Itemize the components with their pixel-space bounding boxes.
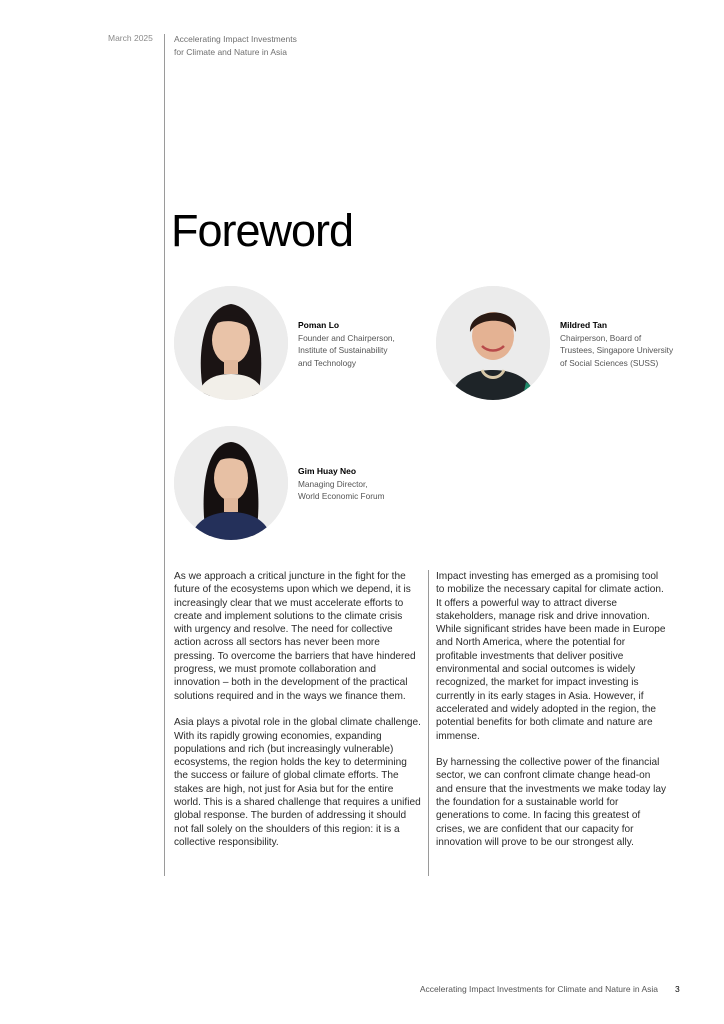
divider-vertical-left: [164, 34, 165, 876]
body-paragraph: By harnessing the collective power of the financial sector, we can confront climate change head-on and ensure that the investments we make today lay the foundation for a sustainable world for generations to come. In facing this greatest of crises, we are confident that our capacity for innovation will prove to be our strongest ally.: [436, 757, 667, 848]
header-title: [174, 33, 374, 58]
avatar-gim-huay-neo: [174, 426, 288, 540]
person-name-poman-lo: Poman Lo: [298, 320, 340, 330]
person-name-gim-huay-neo: Gim Huay Neo: [298, 466, 357, 476]
role-line: of Social Sciences (SUSS): [560, 357, 659, 368]
header-title-line-1: Accelerating Impact Investments: [174, 34, 297, 44]
person-role-poman-lo: [298, 332, 395, 369]
page-title: Foreword: [171, 205, 354, 256]
role-line: Managing Director,: [298, 479, 368, 489]
person-role-gim-huay-neo: [298, 478, 385, 503]
role-line: Institute of Sustainability: [298, 345, 388, 356]
footer-title: Accelerating Impact Investments for Climate and Nature in Asia: [419, 984, 658, 994]
avatar-poman-lo: [174, 286, 288, 400]
body-paragraph: Impact investing has emerged as a promising tool to mobilize the necessary capital for climate action. It offers a powerful way to attract diverse stakeholders, manage risk and drive innovation. While significant strides have been made in Europe and North America, where the potential for profitable investments that deliver positive environmental and social outcomes is widely recognized, the market for impact investing is currently in its early stages in Asia. However, if accelerated and widely adopted in the region, the potential benefits for both climate and nature are immense.: [436, 571, 666, 742]
body-paragraph: Asia plays a pivotal role in the global climate challenge. With its rapidly growing economies, expanding populations and rich (but increasingly vulnerable) ecosystems, the region holds the key to determining the success or failure of global climate efforts. The stakes are high, not just for Asia but for the entire world. This is a shared challenge that requires a unified global response. The burden of addressing it should not fall solely on the shoulders of this region: it is a collective responsibility.: [174, 717, 421, 848]
avatar-mildred-tan: [436, 286, 550, 400]
divider-vertical-columns: [428, 570, 429, 876]
page-number: 3: [675, 984, 680, 994]
body-paragraph: As we approach a critical juncture in the fight for the future of the ecosystems upon which we depend, it is increasingly clear that we must accelerate efforts to create and implement solutions to the climate crisis with urgency and resolve. The need for collective action across all sectors has never been more pressing. To overcome the barriers that have hindered progress, we must promote collaboration and innovation – both in the development of the practical solutions required and in the ways we finance them.: [174, 571, 416, 702]
person-role-mildred-tan: [560, 332, 673, 369]
role-line: World Economic Forum: [298, 491, 385, 502]
role-line: Chairperson, Board of: [560, 333, 642, 343]
header-title-line-2: for Climate and Nature in Asia: [174, 46, 287, 57]
body-column-right: [436, 570, 668, 863]
role-line: Founder and Chairperson,: [298, 333, 395, 343]
person-name-mildred-tan: Mildred Tan: [560, 320, 608, 330]
role-line: and Technology: [298, 357, 356, 368]
role-line: Trustees, Singapore University: [560, 345, 674, 356]
body-column-left: [174, 570, 421, 863]
header-date: March 2025: [108, 33, 153, 43]
